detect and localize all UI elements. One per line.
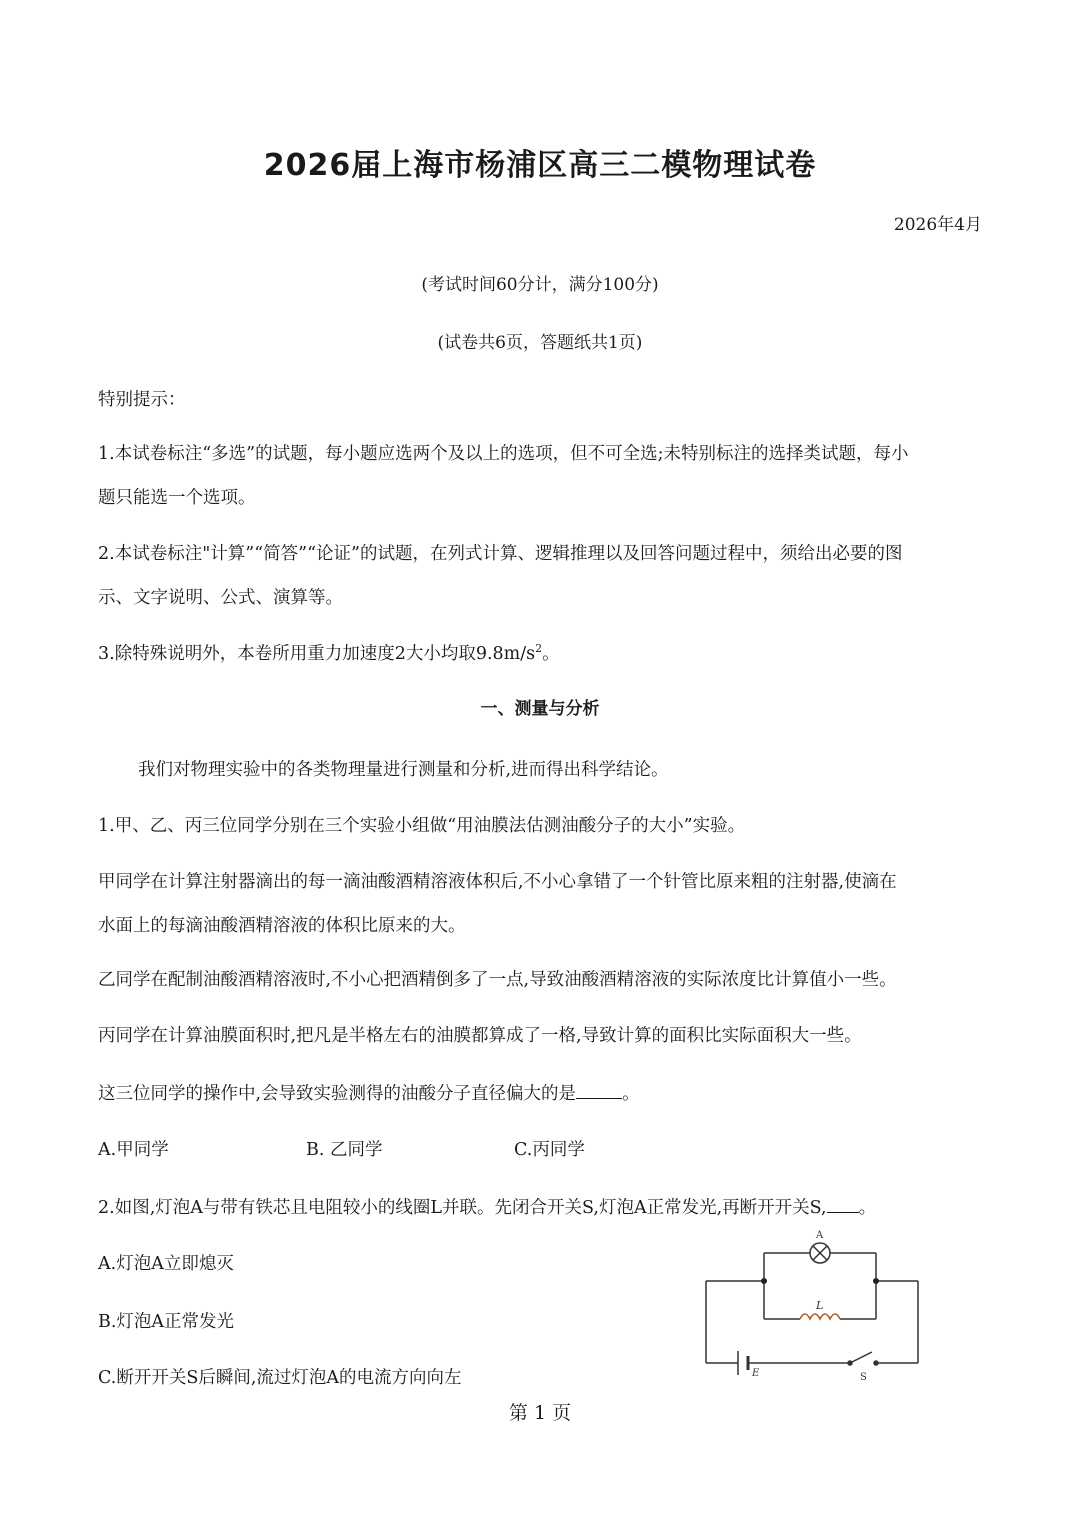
switch-label: S xyxy=(860,1372,867,1383)
q1-jia-line-1: 甲同学在计算注射器滴出的每一滴油酸酒精溶液体积后,不小心拿错了一个针管比原来粗的注射器,使滴在 xyxy=(98,872,897,892)
exam-pages-info: (试卷共6页，答题纸共1页) xyxy=(437,333,643,353)
q1-option-c: C.丙同学 xyxy=(514,1140,585,1160)
notice-item-3-text: 3.除特殊说明外，本卷所用重力加速度2大小均取9.8m/s xyxy=(98,644,536,664)
lamp-icon xyxy=(810,1243,830,1263)
notice-item-3 xyxy=(98,640,560,665)
page-number: 第 1 页 xyxy=(508,1402,572,1424)
q1-stem: 1.甲、乙、丙三位同学分别在三个实验小组做“用油膜法估测油酸分子的大小”实验。 xyxy=(98,816,746,836)
section-heading: 一、测量与分析 xyxy=(480,699,600,719)
junction-left xyxy=(761,1278,767,1284)
lamp-label: A xyxy=(816,1230,824,1241)
notice-item-3-end: 。 xyxy=(542,644,560,664)
q1-option-a: A.甲同学 xyxy=(98,1140,169,1160)
notice-item-1-line-1: 1.本试卷标注“多选”的试题，每小题应选两个及以上的选项，但不可全选;未特别标注的选择类试题，每小 xyxy=(98,444,909,464)
q2-stem xyxy=(98,1194,876,1219)
section-intro: 我们对物理实验中的各类物理量进行测量和分析,进而得出科学结论。 xyxy=(138,760,669,780)
q1-option-b: B. 乙同学 xyxy=(306,1140,383,1160)
notice-heading: 特别提示： xyxy=(98,390,186,410)
notice-item-2-line-2: 示、文字说明、公式、演算等。 xyxy=(98,588,343,608)
q2-option-a: A.灯泡A立即熄灭 xyxy=(98,1254,234,1274)
q1-bing: 丙同学在计算油膜面积时,把凡是半格左右的油膜都算成了一格,导致计算的面积比实际面积大一些。 xyxy=(98,1026,862,1046)
q1-answer-blank[interactable] xyxy=(576,1084,622,1099)
exam-date: 2026年4月 xyxy=(893,215,982,235)
battery-label: E xyxy=(752,1368,760,1379)
q2-option-b: B.灯泡A正常发光 xyxy=(98,1312,235,1332)
q1-question-text: 这三位同学的操作中,会导致实验测得的油酸分子直径偏大的是 xyxy=(98,1084,577,1104)
q1-question xyxy=(98,1080,640,1105)
q1-jia-line-2: 水面上的每滴油酸酒精溶液的体积比原来的大。 xyxy=(98,916,466,936)
circuit-diagram xyxy=(690,1225,930,1385)
notice-item-3-superscript: 2 xyxy=(535,642,543,656)
battery-icon xyxy=(738,1351,748,1375)
exam-time-info: (考试时间60分计，满分100分) xyxy=(421,275,659,295)
q2-stem-text: 2.如图,灯泡A与带有铁芯且电阻较小的线圈L并联。先闭合开关S,灯泡A正常发光,再断开开关S, xyxy=(98,1198,827,1218)
exam-title: 2026届上海市杨浦区高三二模物理试卷 xyxy=(263,148,817,183)
q2-answer-blank[interactable] xyxy=(827,1198,859,1213)
coil-icon xyxy=(800,1314,840,1319)
switch-icon xyxy=(848,1352,878,1365)
junction-right xyxy=(873,1278,879,1284)
notice-item-1-line-2: 题只能选一个选项。 xyxy=(98,488,256,508)
q1-yi: 乙同学在配制油酸酒精溶液时,不小心把酒精倒多了一点,导致油酸酒精溶液的实际浓度比计算值小一些。 xyxy=(98,970,897,990)
notice-item-2-line-1: 2.本试卷标注"计算”“简答”“论证”的试题，在列式计算、逻辑推理以及回答问题过程中，须给出必要的图 xyxy=(98,544,903,564)
q2-stem-end: 。 xyxy=(858,1198,877,1218)
coil-label: L xyxy=(816,1299,824,1312)
q2-option-c: C.断开开关S后瞬间,流过灯泡A的电流方向向左 xyxy=(98,1368,462,1388)
q1-question-end: 。 xyxy=(622,1084,640,1104)
